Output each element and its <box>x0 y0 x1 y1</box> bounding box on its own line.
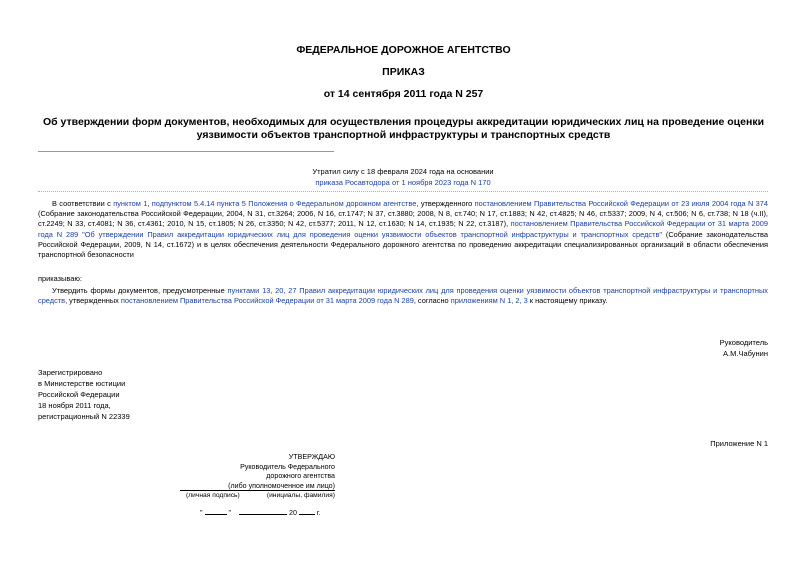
link-rules-points[interactable]: пунктами 13, 20, 27 Правил аккредитации юридических лиц для проведения оценки уязвимости объектов транспортной инфраструктуры и транспортных средств <box>38 286 768 306</box>
text: (Собрание законодательства Российской Федерации, 2004, N 31, ст.3264; 2006, N 16, ст.1747; N 37, ст.3880; 2008, N 8, ст.740; N 17, ст.1883; N 42, ст.4825; N 46, ст.5337; 2009, N 4, ст.506; N 6, ст.738; N 18 (ч.II), ст.2249; N 33, ст.4081; N 36, ст.4361; 2010, N 15, ст.1805; N 26, ст.3350; N 42, ст.5377; 2011, N 12, ст.1630; N 14, ст.1935; N 22, ст.3187), <box>38 209 768 229</box>
month-blank <box>239 507 287 515</box>
text: , <box>147 199 152 208</box>
year-suffix: г. <box>316 509 321 517</box>
quote-close: " <box>228 509 232 517</box>
registration-line: регистрационный N 22339 <box>38 412 130 421</box>
divider-dotted <box>38 191 768 192</box>
registration-line: 18 ноября 2011 года, <box>38 401 111 410</box>
approve-line: Руководитель Федерального <box>240 462 335 471</box>
order-paragraph <box>38 286 768 306</box>
order-word: приказываю: <box>38 274 82 283</box>
text: (Собрание законодательства Российской Федерации, 2009, N 14, ст.1672) и в целях обеспечения деятельности Федерального дорожного агентства по проведению аккредитации специализированных организаций в области обеспечения транспортной безопасности <box>38 229 768 260</box>
day-blank <box>205 507 227 515</box>
link-point-1[interactable]: пунктом 1 <box>113 199 148 208</box>
link-decree-289-b[interactable]: постановлением Правительства Российской Федерации от 31 марта 2009 года N 289 <box>120 296 414 306</box>
caption-name: (инициалы, фамилия) <box>266 492 335 499</box>
status-note <box>38 166 768 188</box>
registration-line: Российской Федерации <box>38 390 120 399</box>
signature-block <box>720 338 768 359</box>
text: Утвердить формы документов, предусмотренные <box>52 286 228 295</box>
approve-line: дорожного агентства <box>266 472 335 481</box>
preamble-paragraph <box>38 199 768 260</box>
text: В соответствии с <box>52 199 114 208</box>
signature-captions <box>186 492 335 499</box>
caption-signature: (личная подпись) <box>186 492 240 499</box>
text: , утвержденных <box>65 296 121 306</box>
link-appendices[interactable]: приложениям N 1, 2, 3 <box>450 296 528 306</box>
link-decree-374[interactable]: постановлением Правительства Российской Федерации от 23 июля 2004 года N 374 <box>474 199 768 208</box>
signature-name: А.М.Чабунин <box>723 348 768 358</box>
approve-line: (либо уполномоченное им лицо) <box>228 481 335 490</box>
registration-line: в Министерстве юстиции <box>38 379 126 388</box>
appendix-label: Приложение N 1 <box>710 439 768 448</box>
approve-word: УТВЕРЖДАЮ <box>288 453 335 461</box>
divider <box>38 151 334 152</box>
link-subpoint[interactable]: подпунктом 5.4.14 пункта 5 Положения о Федеральном дорожном агентстве <box>151 199 417 208</box>
signature-role: Руководитель <box>719 338 768 347</box>
agency-name: ФЕДЕРАЛЬНОЕ ДОРОЖНОЕ АГЕНТСТВО <box>296 44 511 56</box>
registration-block <box>38 367 130 422</box>
text: , согласно <box>413 296 451 306</box>
link-decree-289[interactable]: постановлением Правительства Российской Федерации от 31 марта 2009 года N 289 "Об утверждении Правил аккредитации юридических лиц для проведения оценки уязвимости объектов транспортной инфраструктуры и транспортных средств" <box>38 219 768 239</box>
approval-date-line <box>180 507 335 517</box>
approval-block <box>180 453 335 491</box>
doc-type: ПРИКАЗ <box>382 66 425 78</box>
text: к настоящему приказу. <box>527 296 608 306</box>
order-title: Об утверждении форм документов, необходимых для осуществления процедуры аккредитации юридических лиц на проведение оценки уязвимости объектов транспортной инфраструктуры и транспортных средств <box>42 116 765 141</box>
year-blank <box>299 507 315 515</box>
registration-line: Зарегистрировано <box>38 368 103 377</box>
signature-line <box>180 490 335 491</box>
text: , утвержденного <box>416 199 475 208</box>
status-line: Утратил силу с 18 февраля 2024 года на основании <box>312 167 494 176</box>
year-prefix: 20 <box>289 509 297 517</box>
order-date-number: от 14 сентября 2011 года N 257 <box>323 88 484 100</box>
quote-open: " <box>200 509 203 517</box>
status-link[interactable]: приказа Росавтодора от 1 ноября 2023 года N 170 <box>315 178 491 187</box>
